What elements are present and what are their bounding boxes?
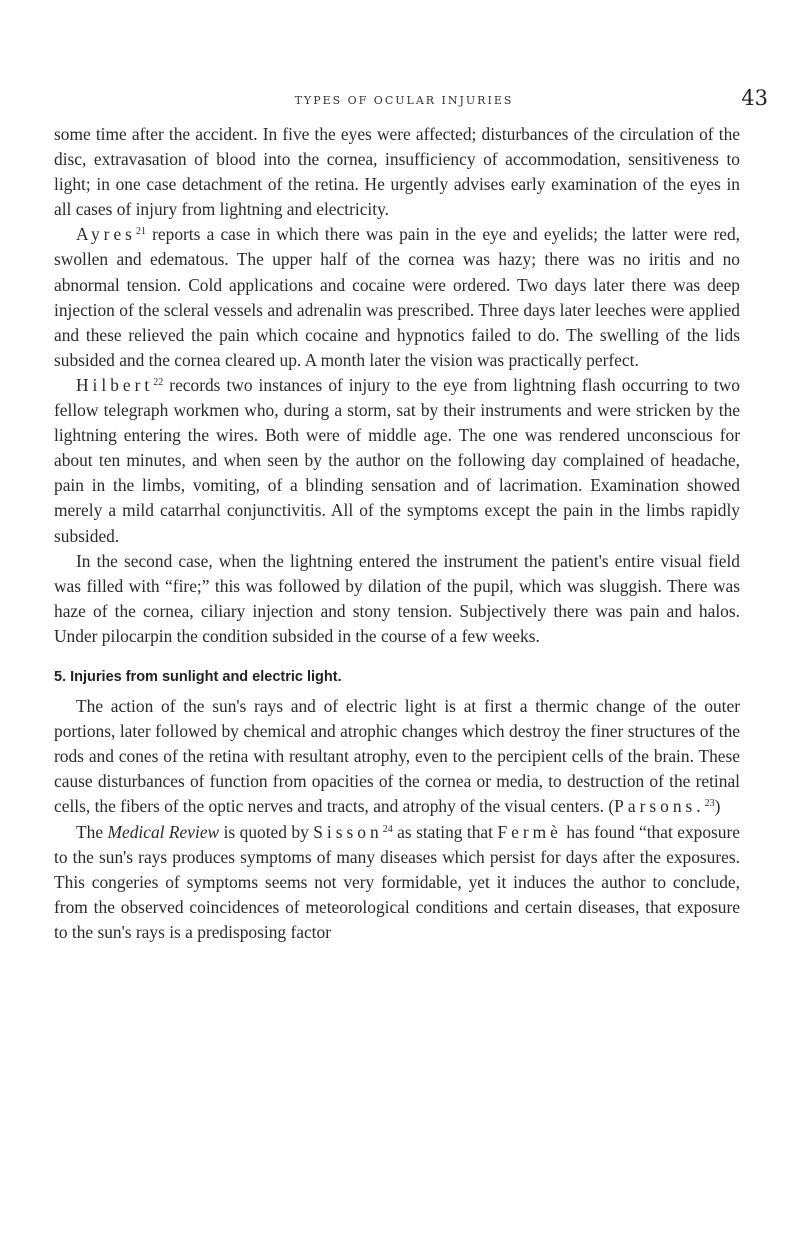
author-name: Sisson (313, 821, 383, 842)
page-body (54, 122, 740, 945)
paragraph-text: has found “that exposure to the sun's rays produces symptoms of many diseases which persist for days after the exposures. This congeries of symptoms seems not very formidable, yet it induces the author to conclude, from the observed coincidences of meteorological conditions and certain diseases, that exposure to the sun's rays is a predisposing factor (54, 821, 740, 942)
paragraph-text: The action of the sun's rays and of electric light is at first a thermic change of the outer portions, later followed by chemical and atrophic changes which destroy the finer structures of the rods and cones of the retina with resultant atrophy, even to the percipient cells of the brain. These cause disturbances of function from opacities of the cornea or media, to destruction of the retinal cells, the fibers of the optic nerves and tracts, and atrophy of the visual centers. ( (54, 696, 740, 817)
section-heading: 5. Injuries from sunlight and electric light. (54, 668, 342, 685)
paragraph-sunlight-action (54, 694, 740, 819)
paragraph-continuation: some time after the accident. In five the eyes were affected; disturbances of the circulation of the disc, extravasation of blood into the cornea, insufficiency of accommodation, sensitiveness to light; in one case detachment of the retina. He urgently advises early examination of the eyes in all cases of injury from lightning and electricity. (54, 124, 740, 220)
reference-mark: 24 (382, 823, 393, 835)
reference-mark: 21 (135, 226, 146, 238)
running-title: TYPES OF OCULAR INJURIES (294, 94, 514, 107)
paragraph-hilbert (54, 373, 740, 549)
paragraph-text: is quoted by (219, 821, 314, 842)
author-name: Fermè (497, 821, 562, 842)
author-name: Ayres (76, 224, 136, 245)
reference-mark: 23 (704, 798, 715, 810)
paragraph-text: The (76, 821, 108, 842)
page-number: 43 (741, 86, 768, 110)
journal-title: Medical Review (107, 821, 220, 842)
author-name: Parsons. (614, 796, 705, 817)
author-name: Hilbert (76, 374, 154, 395)
paragraph-second-case: In the second case, when the lightning entered the instrument the patient's entire visual field was filled with “fire;” this was followed by dilation of the pupil, which was sluggish. There was haze of the cornea, ciliary injection and stony tension. Subjectively there was pain and halos. Under pilocarpin the condition subsided in the course of a few weeks. (54, 550, 740, 646)
running-header (54, 86, 794, 116)
paragraph-ayres (54, 222, 740, 373)
paragraph-medical-review (54, 820, 740, 945)
paragraph-text: records two instances of injury to the eye from lightning flash occurring to two fellow telegraph workmen who, during a storm, sat by their instruments and were stricken by the lightning entering the wires. Both were of middle age. The one was rendered unconscious for about ten minutes, and when seen by the author on the following day complained of headache, pain in the limbs, vomiting, of a blinding sensation and of lacrimation. Examination showed merely a mild catarrhal conjunctivitis. All of the symptoms except the pain in the limbs rapidly subsided. (54, 374, 740, 546)
paragraph-text: reports a case in which there was pain in the eye and eyelids; the latter were red, swollen and edematous. The upper half of the cornea was hazy; there was no iritis and no abnormal tension. Cold applications and cocaine were ordered. Two days later there was deep injection of the scleral vessels and adrenalin was prescribed. Three days later leeches were applied and these relieved the pain which cocaine and hypnotics failed to do. The swelling of the lids subsided and the cornea cleared up. A month later the vision was practically perfect. (54, 224, 740, 370)
paragraph-text: as stating that (392, 821, 498, 842)
reference-mark: 22 (153, 376, 164, 388)
closing-paren: ) (714, 796, 721, 817)
